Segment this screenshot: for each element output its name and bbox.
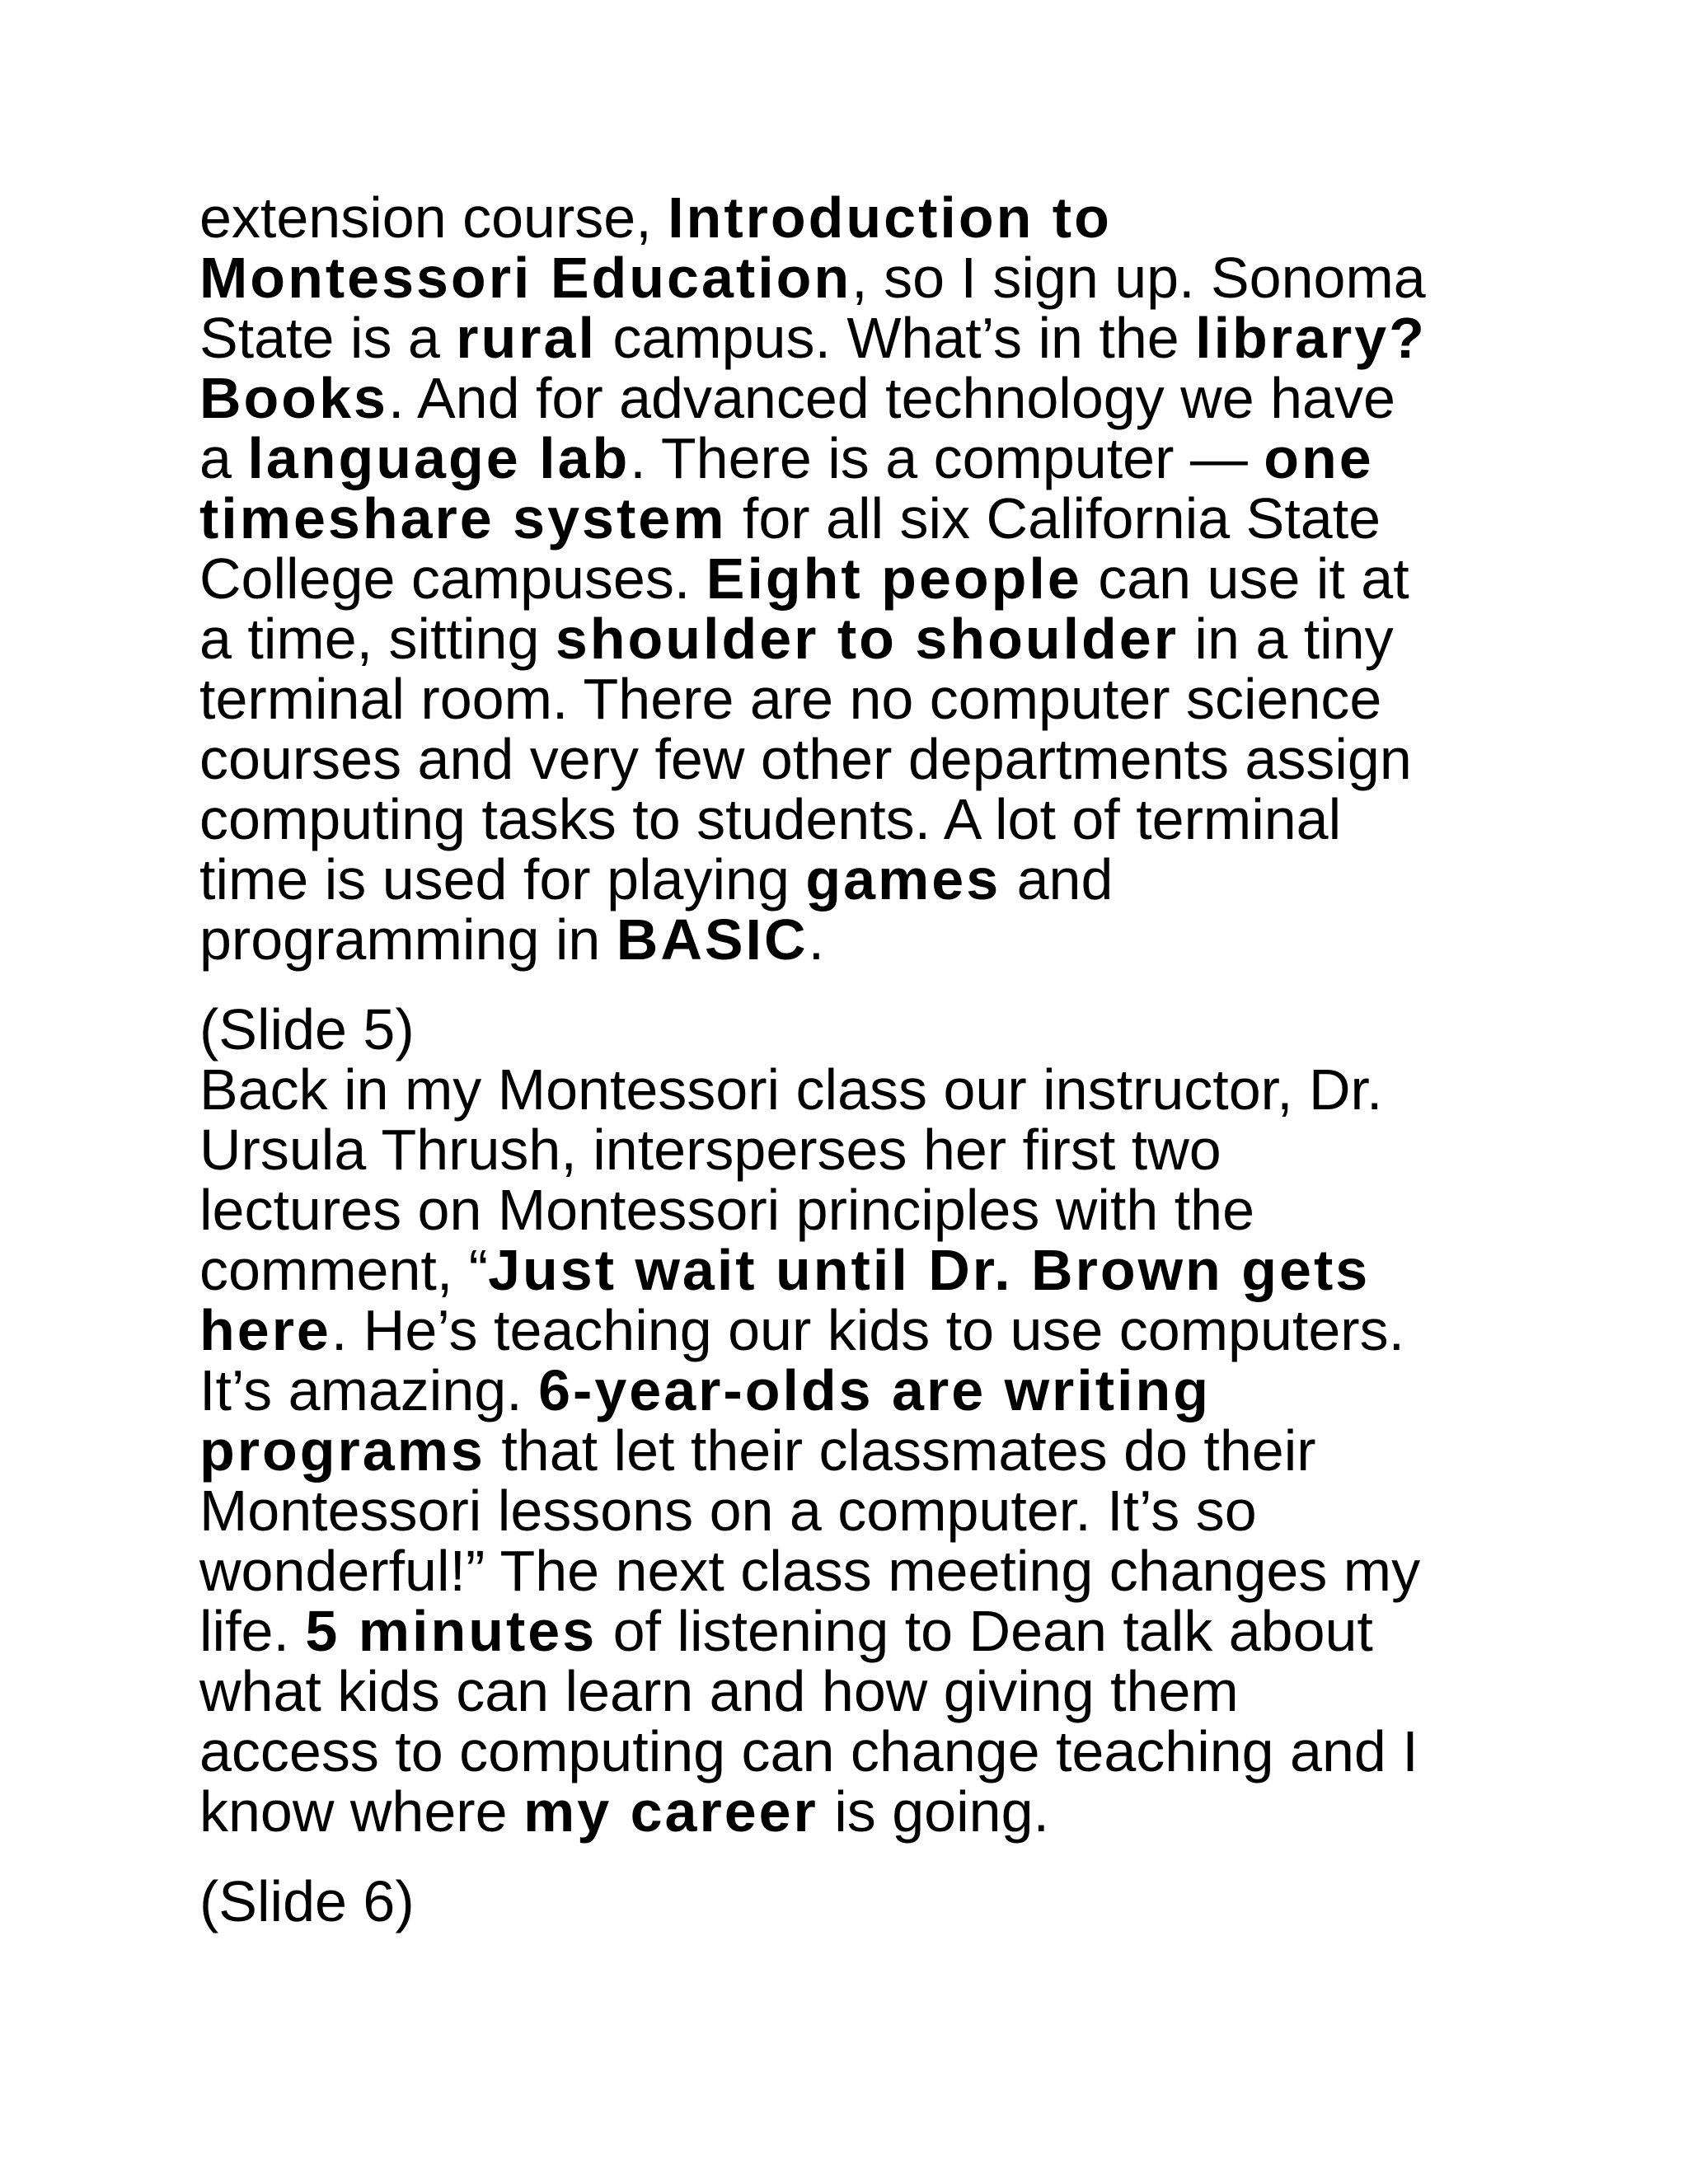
bold-text: language lab — [247, 426, 631, 490]
text-run: courses and very few other departments assign — [199, 727, 1412, 791]
text-line — [199, 1869, 1518, 1933]
text-run: Back in my Montessori class our instructor, Dr. — [199, 1057, 1383, 1122]
text-line — [199, 248, 1518, 308]
bold-text: 6-year-olds are writing — [538, 1358, 1212, 1422]
text-line — [199, 669, 1518, 729]
text-run: College campuses. — [199, 546, 706, 611]
text-run: extension course, — [199, 185, 668, 250]
paragraph — [199, 185, 1518, 972]
text-line — [199, 1358, 1518, 1422]
bold-text: 5 minutes — [305, 1599, 598, 1663]
paragraph — [199, 997, 1518, 1844]
text-line — [199, 1719, 1518, 1783]
bold-text: rural — [456, 306, 597, 370]
text-line — [199, 426, 1518, 490]
text-run: a — [199, 426, 248, 490]
text-run: know where — [199, 1779, 523, 1844]
text-run: (Slide 5) — [199, 997, 415, 1062]
text-run: of listening to Dean talk about — [597, 1599, 1373, 1663]
text-line — [199, 1240, 1518, 1301]
text-run: is going. — [818, 1779, 1049, 1844]
bold-text: Introduction to — [668, 185, 1112, 250]
text-run: comment, “ — [199, 1238, 489, 1302]
text-line — [199, 997, 1518, 1062]
bold-text: one — [1264, 426, 1374, 490]
text-run: Ursula Thrush, intersperses her first two — [199, 1118, 1221, 1182]
text-run: Montessori lessons on a computer. It’s so — [199, 1479, 1257, 1543]
text-line — [199, 907, 1518, 972]
text-line — [199, 729, 1518, 790]
text-line — [199, 1057, 1518, 1122]
text-line — [199, 546, 1518, 611]
text-run: terminal room. There are no computer science — [199, 667, 1382, 731]
bold-text: my career — [523, 1779, 818, 1844]
text-run: access to computing can change teaching and I — [199, 1719, 1418, 1783]
text-run: programming in — [199, 907, 617, 972]
text-line — [199, 368, 1518, 429]
text-line — [199, 1120, 1518, 1180]
text-run: computing tasks to students. A lot of terminal — [199, 787, 1342, 851]
text-run: time is used for playing — [199, 847, 806, 912]
text-line — [199, 787, 1518, 851]
bold-text: programs — [199, 1418, 485, 1483]
text-run: . And for advanced technology we have — [387, 366, 1395, 430]
text-run: can use it at — [1081, 546, 1409, 611]
text-line — [199, 1601, 1518, 1661]
text-line — [199, 1779, 1518, 1844]
text-run: lectures on Montessori principles with the — [199, 1178, 1255, 1242]
text-line — [199, 1541, 1518, 1601]
bold-text: Montessori Education — [199, 246, 852, 310]
bold-text: BASIC — [616, 907, 809, 972]
text-run: for all six California State — [726, 486, 1381, 551]
text-line — [199, 609, 1518, 669]
text-run: . There is a computer — — [630, 426, 1264, 490]
bold-text: shoulder to shoulder — [555, 607, 1179, 671]
text-line — [199, 308, 1518, 368]
bold-text: Eight people — [706, 546, 1082, 611]
text-line — [199, 486, 1518, 551]
text-line — [199, 1298, 1518, 1362]
text-run: State is a — [199, 306, 457, 370]
text-run: what kids can learn and how giving them — [199, 1659, 1239, 1723]
document-page — [199, 185, 1518, 1933]
text-run: a time, sitting — [199, 607, 556, 671]
text-run: (Slide 6) — [199, 1869, 415, 1933]
text-line — [199, 1180, 1518, 1240]
bold-text: timeshare system — [199, 486, 727, 551]
paragraph-gap — [199, 970, 1518, 1000]
text-run: campus. What’s in the — [596, 306, 1196, 370]
text-run: . — [808, 907, 825, 972]
text-line — [199, 1661, 1518, 1722]
text-line — [199, 1481, 1518, 1541]
text-line — [199, 1418, 1518, 1483]
text-run: that let their classmates do their — [485, 1418, 1316, 1483]
bold-text: Just wait until Dr. Brown gets — [488, 1238, 1371, 1302]
text-run: life. — [199, 1599, 306, 1663]
text-run: It’s amazing. — [199, 1358, 539, 1422]
text-run: and — [1001, 847, 1114, 912]
text-run: . He’s teaching our kids to use computers. — [331, 1298, 1405, 1362]
text-run: , so I sign up. Sonoma — [851, 246, 1426, 310]
bold-text: library? — [1195, 306, 1427, 370]
bold-text: here — [199, 1298, 331, 1362]
bold-text: Books — [199, 366, 388, 430]
paragraph-gap — [199, 1842, 1518, 1872]
text-line — [199, 185, 1518, 250]
text-line — [199, 847, 1518, 912]
text-run: in a tiny — [1178, 607, 1394, 671]
text-run: wonderful!” The next class meeting changes my — [199, 1539, 1421, 1603]
bold-text: games — [805, 847, 1001, 912]
paragraph — [199, 1869, 1518, 1933]
